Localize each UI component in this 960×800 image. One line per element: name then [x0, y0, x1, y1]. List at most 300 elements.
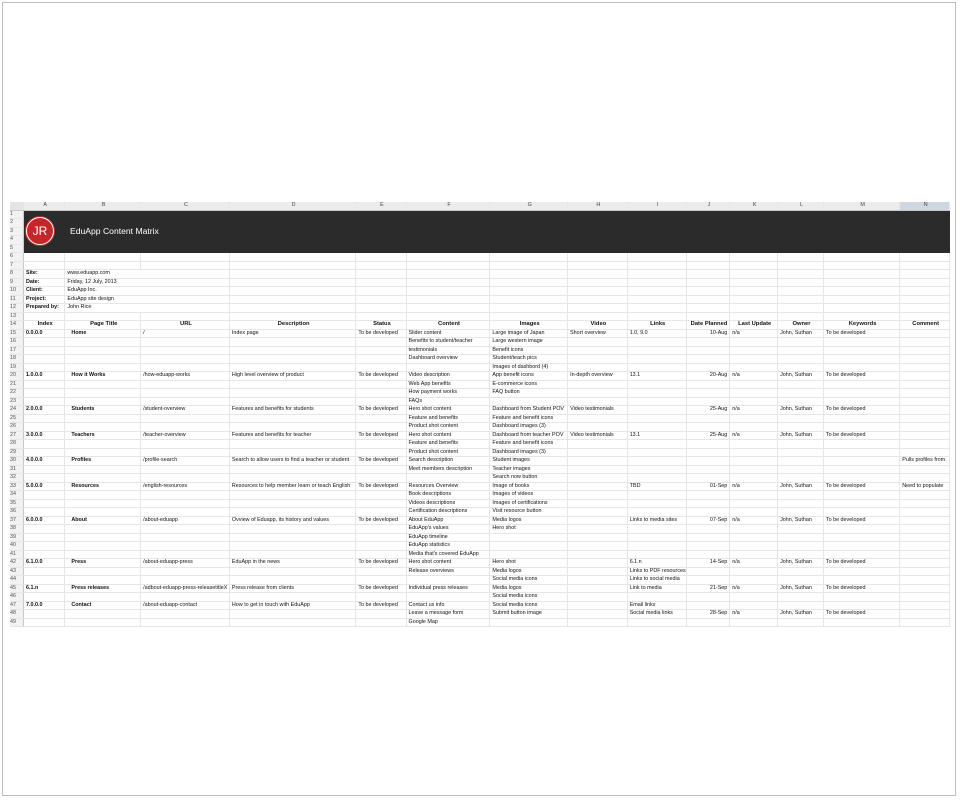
cell[interactable]: [900, 576, 950, 585]
cell[interactable]: Web App benefits: [406, 380, 490, 389]
cell[interactable]: [356, 270, 406, 279]
cell[interactable]: To be developed: [356, 584, 406, 593]
cell[interactable]: [490, 287, 568, 296]
cell[interactable]: Students: [65, 406, 141, 415]
cell[interactable]: Media logos: [490, 584, 568, 593]
cell[interactable]: To be developed: [356, 406, 406, 415]
column-header[interactable]: F: [406, 202, 490, 210]
cell[interactable]: FAQ button: [490, 389, 568, 398]
cell[interactable]: [900, 601, 950, 610]
cell[interactable]: [730, 270, 778, 279]
cell[interactable]: To be developed: [823, 516, 899, 525]
cell[interactable]: [778, 380, 824, 389]
cell[interactable]: [686, 491, 730, 500]
cell[interactable]: [627, 465, 686, 474]
cell[interactable]: [229, 278, 355, 287]
cell[interactable]: Images of certifications: [490, 499, 568, 508]
cell[interactable]: [141, 440, 230, 449]
cell[interactable]: [686, 525, 730, 534]
cell[interactable]: [686, 304, 730, 313]
cell[interactable]: [823, 355, 899, 364]
cell[interactable]: [23, 567, 64, 576]
cell[interactable]: [823, 448, 899, 457]
cell[interactable]: [65, 576, 141, 585]
cell[interactable]: [823, 593, 899, 602]
cell[interactable]: [141, 499, 230, 508]
cell[interactable]: [23, 525, 64, 534]
cell[interactable]: Profiles: [65, 457, 141, 466]
cell[interactable]: [686, 338, 730, 347]
cell[interactable]: How payment works: [406, 389, 490, 398]
cell[interactable]: [229, 295, 355, 304]
cell[interactable]: FAQs: [406, 397, 490, 406]
cell[interactable]: 6.1.0.0: [23, 559, 64, 568]
cell[interactable]: [65, 542, 141, 551]
cell[interactable]: [823, 567, 899, 576]
cell[interactable]: [823, 474, 899, 483]
cell[interactable]: [229, 287, 355, 296]
cell[interactable]: [65, 440, 141, 449]
cell[interactable]: John, Suthan: [778, 372, 824, 381]
cell[interactable]: [23, 576, 64, 585]
cell[interactable]: [778, 363, 824, 372]
row-number[interactable]: 14: [10, 321, 23, 330]
row-number[interactable]: 44: [10, 576, 23, 585]
cell[interactable]: [568, 499, 628, 508]
cell[interactable]: [490, 270, 568, 279]
cell[interactable]: [568, 559, 628, 568]
cell[interactable]: [65, 610, 141, 619]
cell[interactable]: 7.0.0.0: [23, 601, 64, 610]
cell[interactable]: [141, 610, 230, 619]
cell[interactable]: [23, 397, 64, 406]
cell[interactable]: [23, 508, 64, 517]
cell[interactable]: [490, 253, 568, 262]
cell[interactable]: Feature and benefits: [406, 414, 490, 423]
cell[interactable]: [686, 593, 730, 602]
cell[interactable]: [900, 610, 950, 619]
cell[interactable]: [730, 533, 778, 542]
cell[interactable]: [65, 338, 141, 347]
cell[interactable]: [65, 550, 141, 559]
row-number[interactable]: 17: [10, 346, 23, 355]
cell[interactable]: [686, 601, 730, 610]
cell[interactable]: [356, 355, 406, 364]
cell[interactable]: [627, 508, 686, 517]
row-number[interactable]: 45: [10, 584, 23, 593]
cell[interactable]: [141, 491, 230, 500]
cell[interactable]: [900, 406, 950, 415]
cell[interactable]: [778, 499, 824, 508]
row-number[interactable]: 38: [10, 525, 23, 534]
cell[interactable]: n/a: [730, 372, 778, 381]
cell[interactable]: [568, 397, 628, 406]
cell[interactable]: [900, 253, 950, 262]
row-number[interactable]: 48: [10, 610, 23, 619]
cell[interactable]: [730, 312, 778, 321]
cell[interactable]: [900, 270, 950, 279]
cell[interactable]: [356, 576, 406, 585]
cell[interactable]: [730, 304, 778, 313]
cell[interactable]: [730, 601, 778, 610]
cell[interactable]: [730, 499, 778, 508]
cell[interactable]: [406, 363, 490, 372]
cell[interactable]: To be developed: [823, 559, 899, 568]
cell[interactable]: [65, 346, 141, 355]
cell[interactable]: [229, 508, 355, 517]
cell[interactable]: Search now button: [490, 474, 568, 483]
row-number[interactable]: 37: [10, 516, 23, 525]
cell[interactable]: [730, 253, 778, 262]
cell[interactable]: [730, 389, 778, 398]
cell[interactable]: 6.0.0.0: [23, 516, 64, 525]
row-number[interactable]: 21: [10, 380, 23, 389]
cell[interactable]: [900, 533, 950, 542]
cell[interactable]: [406, 295, 490, 304]
cell[interactable]: TBD: [627, 482, 686, 491]
cell[interactable]: [356, 567, 406, 576]
cell[interactable]: [686, 253, 730, 262]
cell[interactable]: Feature and benefit icons: [490, 414, 568, 423]
cell[interactable]: [900, 287, 950, 296]
cell[interactable]: [730, 542, 778, 551]
cell[interactable]: [686, 448, 730, 457]
cell[interactable]: 01-Sep: [686, 482, 730, 491]
cell[interactable]: [730, 380, 778, 389]
cell[interactable]: [627, 593, 686, 602]
cell[interactable]: 5.0.0.0: [23, 482, 64, 491]
cell[interactable]: [141, 508, 230, 517]
cell[interactable]: [686, 533, 730, 542]
cell[interactable]: Contact us info: [406, 601, 490, 610]
cell[interactable]: n/a: [730, 610, 778, 619]
cell[interactable]: [141, 465, 230, 474]
cell[interactable]: /adbout-eduapp-press-releasetitleX: [141, 584, 230, 593]
cell[interactable]: To be developed: [356, 559, 406, 568]
cell[interactable]: [823, 525, 899, 534]
cell[interactable]: 2.0.0.0: [23, 406, 64, 415]
cell[interactable]: [65, 355, 141, 364]
column-title[interactable]: Video: [568, 321, 628, 330]
row-number[interactable]: 23: [10, 397, 23, 406]
cell[interactable]: [823, 363, 899, 372]
cell[interactable]: [406, 261, 490, 270]
cell[interactable]: Need to populate: [900, 482, 950, 491]
cell[interactable]: Large western image: [490, 338, 568, 347]
cell[interactable]: [823, 542, 899, 551]
cell[interactable]: 07-Sep: [686, 516, 730, 525]
cell[interactable]: Teachers: [65, 431, 141, 440]
cell[interactable]: [900, 499, 950, 508]
cell[interactable]: [823, 312, 899, 321]
cell[interactable]: [823, 380, 899, 389]
cell[interactable]: [627, 423, 686, 432]
cell[interactable]: [900, 329, 950, 338]
cell[interactable]: [23, 423, 64, 432]
cell[interactable]: [490, 261, 568, 270]
cell[interactable]: Leave a message form: [406, 610, 490, 619]
cell[interactable]: EduApp timeline: [406, 533, 490, 542]
cell[interactable]: [778, 278, 824, 287]
cell[interactable]: [23, 593, 64, 602]
cell[interactable]: [356, 389, 406, 398]
cell[interactable]: [229, 448, 355, 457]
cell[interactable]: [23, 346, 64, 355]
cell[interactable]: [568, 440, 628, 449]
cell[interactable]: [627, 618, 686, 627]
cell[interactable]: [406, 304, 490, 313]
cell[interactable]: testimonials: [406, 346, 490, 355]
cell[interactable]: [778, 346, 824, 355]
row-number[interactable]: 7: [10, 261, 23, 270]
cell[interactable]: n/a: [730, 516, 778, 525]
cell[interactable]: [778, 270, 824, 279]
cell[interactable]: [568, 346, 628, 355]
cell[interactable]: To be developed: [356, 457, 406, 466]
cell[interactable]: [627, 389, 686, 398]
column-header[interactable]: N: [900, 202, 950, 210]
cell[interactable]: [686, 576, 730, 585]
cell[interactable]: [900, 380, 950, 389]
cell[interactable]: [686, 295, 730, 304]
cell[interactable]: Video testimonials: [568, 431, 628, 440]
row-number[interactable]: 10: [10, 287, 23, 296]
cell[interactable]: [686, 423, 730, 432]
cell[interactable]: [23, 355, 64, 364]
cell[interactable]: Link to media: [627, 584, 686, 593]
cell[interactable]: [900, 355, 950, 364]
cell[interactable]: Hero shot content: [406, 559, 490, 568]
cell[interactable]: [900, 559, 950, 568]
cell[interactable]: [490, 295, 568, 304]
cell[interactable]: [900, 278, 950, 287]
cell[interactable]: [686, 278, 730, 287]
cell[interactable]: Social media links: [627, 610, 686, 619]
cell[interactable]: [229, 304, 355, 313]
cell[interactable]: [778, 397, 824, 406]
cell[interactable]: [356, 593, 406, 602]
cell[interactable]: [356, 474, 406, 483]
cell[interactable]: [568, 508, 628, 517]
cell[interactable]: [778, 618, 824, 627]
cell[interactable]: [627, 261, 686, 270]
cell[interactable]: [730, 474, 778, 483]
cell[interactable]: [23, 499, 64, 508]
cell[interactable]: [568, 525, 628, 534]
cell[interactable]: [229, 423, 355, 432]
cell[interactable]: [823, 295, 899, 304]
cell[interactable]: [730, 414, 778, 423]
row-number[interactable]: 15: [10, 329, 23, 338]
cell[interactable]: [568, 295, 628, 304]
cell[interactable]: [627, 550, 686, 559]
column-title[interactable]: Owner: [778, 321, 824, 330]
cell[interactable]: [823, 346, 899, 355]
cell[interactable]: [778, 567, 824, 576]
cell[interactable]: [356, 253, 406, 262]
cell[interactable]: Dashboard from teacher POV: [490, 431, 568, 440]
cell[interactable]: Media logos: [490, 567, 568, 576]
cell[interactable]: [141, 474, 230, 483]
cell[interactable]: Feature and benefit icons: [490, 440, 568, 449]
row-number[interactable]: 29: [10, 448, 23, 457]
cell[interactable]: [900, 508, 950, 517]
cell[interactable]: Email links: [627, 601, 686, 610]
cell[interactable]: [730, 508, 778, 517]
cell[interactable]: [65, 618, 141, 627]
cell[interactable]: [141, 448, 230, 457]
cell[interactable]: [356, 542, 406, 551]
column-header[interactable]: C: [141, 202, 230, 210]
column-header[interactable]: K: [730, 202, 778, 210]
cell[interactable]: [900, 593, 950, 602]
cell[interactable]: 1.0.0.0: [23, 372, 64, 381]
cell[interactable]: [406, 287, 490, 296]
cell[interactable]: [229, 363, 355, 372]
cell[interactable]: /about-eduapp: [141, 516, 230, 525]
cell[interactable]: [568, 593, 628, 602]
cell[interactable]: 25-Aug: [686, 406, 730, 415]
cell[interactable]: [65, 499, 141, 508]
cell[interactable]: [229, 610, 355, 619]
cell[interactable]: Social media icons: [490, 576, 568, 585]
cell[interactable]: To be developed: [823, 610, 899, 619]
column-title[interactable]: Status: [356, 321, 406, 330]
cell[interactable]: [778, 389, 824, 398]
cell[interactable]: Dashboard images (3): [490, 423, 568, 432]
cell[interactable]: [356, 312, 406, 321]
row-number[interactable]: 49: [10, 618, 23, 627]
cell[interactable]: [778, 440, 824, 449]
cell[interactable]: 20-Aug: [686, 372, 730, 381]
cell[interactable]: [23, 448, 64, 457]
column-header[interactable]: H: [568, 202, 628, 210]
cell[interactable]: [627, 474, 686, 483]
cell[interactable]: [229, 389, 355, 398]
meta-label[interactable]: Prepared by:: [23, 304, 64, 313]
cell[interactable]: John, Suthan: [778, 406, 824, 415]
column-title[interactable]: URL: [141, 321, 230, 330]
cell[interactable]: [490, 550, 568, 559]
cell[interactable]: [627, 414, 686, 423]
cell[interactable]: [356, 287, 406, 296]
cell[interactable]: [23, 389, 64, 398]
cell[interactable]: [627, 491, 686, 500]
cell[interactable]: [356, 414, 406, 423]
cell[interactable]: [778, 508, 824, 517]
cell[interactable]: [65, 380, 141, 389]
cell[interactable]: [823, 278, 899, 287]
cell[interactable]: [568, 584, 628, 593]
cell[interactable]: [730, 440, 778, 449]
cell[interactable]: Contact: [65, 601, 141, 610]
meta-label[interactable]: Date:: [23, 278, 64, 287]
cell[interactable]: [65, 423, 141, 432]
cell[interactable]: [356, 440, 406, 449]
cell[interactable]: [229, 440, 355, 449]
column-header[interactable]: M: [823, 202, 899, 210]
cell[interactable]: Image of books: [490, 482, 568, 491]
cell[interactable]: Meet members description: [406, 465, 490, 474]
cell[interactable]: [23, 380, 64, 389]
cell[interactable]: [730, 618, 778, 627]
cell[interactable]: [141, 576, 230, 585]
cell[interactable]: [141, 346, 230, 355]
cell[interactable]: [823, 465, 899, 474]
cell[interactable]: [568, 542, 628, 551]
cell[interactable]: [823, 253, 899, 262]
cell[interactable]: [823, 550, 899, 559]
cell[interactable]: /student-overview: [141, 406, 230, 415]
cell[interactable]: [568, 474, 628, 483]
cell[interactable]: [65, 533, 141, 542]
cell[interactable]: [686, 287, 730, 296]
cell[interactable]: [778, 525, 824, 534]
cell[interactable]: [141, 355, 230, 364]
cell[interactable]: Media logos: [490, 516, 568, 525]
cell[interactable]: [23, 618, 64, 627]
cell[interactable]: [627, 253, 686, 262]
cell[interactable]: Book descriptions: [406, 491, 490, 500]
cell[interactable]: [229, 397, 355, 406]
cell[interactable]: [823, 499, 899, 508]
cell[interactable]: E-commerce icons: [490, 380, 568, 389]
cell[interactable]: [900, 261, 950, 270]
cell[interactable]: [686, 389, 730, 398]
cell[interactable]: [65, 397, 141, 406]
cell[interactable]: To be developed: [356, 516, 406, 525]
row-number[interactable]: 32: [10, 474, 23, 483]
cell[interactable]: [229, 491, 355, 500]
cell[interactable]: [229, 567, 355, 576]
cell[interactable]: [568, 355, 628, 364]
cell[interactable]: [823, 533, 899, 542]
cell[interactable]: [356, 465, 406, 474]
cell[interactable]: Hero shot: [490, 559, 568, 568]
cell[interactable]: [490, 618, 568, 627]
cell[interactable]: [23, 610, 64, 619]
row-number[interactable]: 31: [10, 465, 23, 474]
cell[interactable]: Video testimonials: [568, 406, 628, 415]
cell[interactable]: [823, 397, 899, 406]
cell[interactable]: Media that's covered EduApp: [406, 550, 490, 559]
column-title[interactable]: Links: [627, 321, 686, 330]
cell[interactable]: [568, 414, 628, 423]
cell[interactable]: [823, 270, 899, 279]
cell[interactable]: n/a: [730, 329, 778, 338]
cell[interactable]: [65, 253, 141, 262]
meta-label[interactable]: Site:: [23, 270, 64, 279]
column-header[interactable]: J: [686, 202, 730, 210]
cell[interactable]: [778, 465, 824, 474]
cell[interactable]: [490, 533, 568, 542]
cell[interactable]: [778, 312, 824, 321]
cell[interactable]: [141, 380, 230, 389]
cell[interactable]: [627, 312, 686, 321]
cell[interactable]: [356, 550, 406, 559]
cell[interactable]: [686, 465, 730, 474]
column-title[interactable]: Images: [490, 321, 568, 330]
cell[interactable]: [141, 397, 230, 406]
cell[interactable]: [229, 414, 355, 423]
cell[interactable]: [568, 380, 628, 389]
cell[interactable]: [686, 414, 730, 423]
row-number[interactable]: 20: [10, 372, 23, 381]
cell[interactable]: [823, 491, 899, 500]
column-header[interactable]: B: [65, 202, 141, 210]
row-number[interactable]: 1: [10, 210, 23, 219]
cell[interactable]: [686, 363, 730, 372]
